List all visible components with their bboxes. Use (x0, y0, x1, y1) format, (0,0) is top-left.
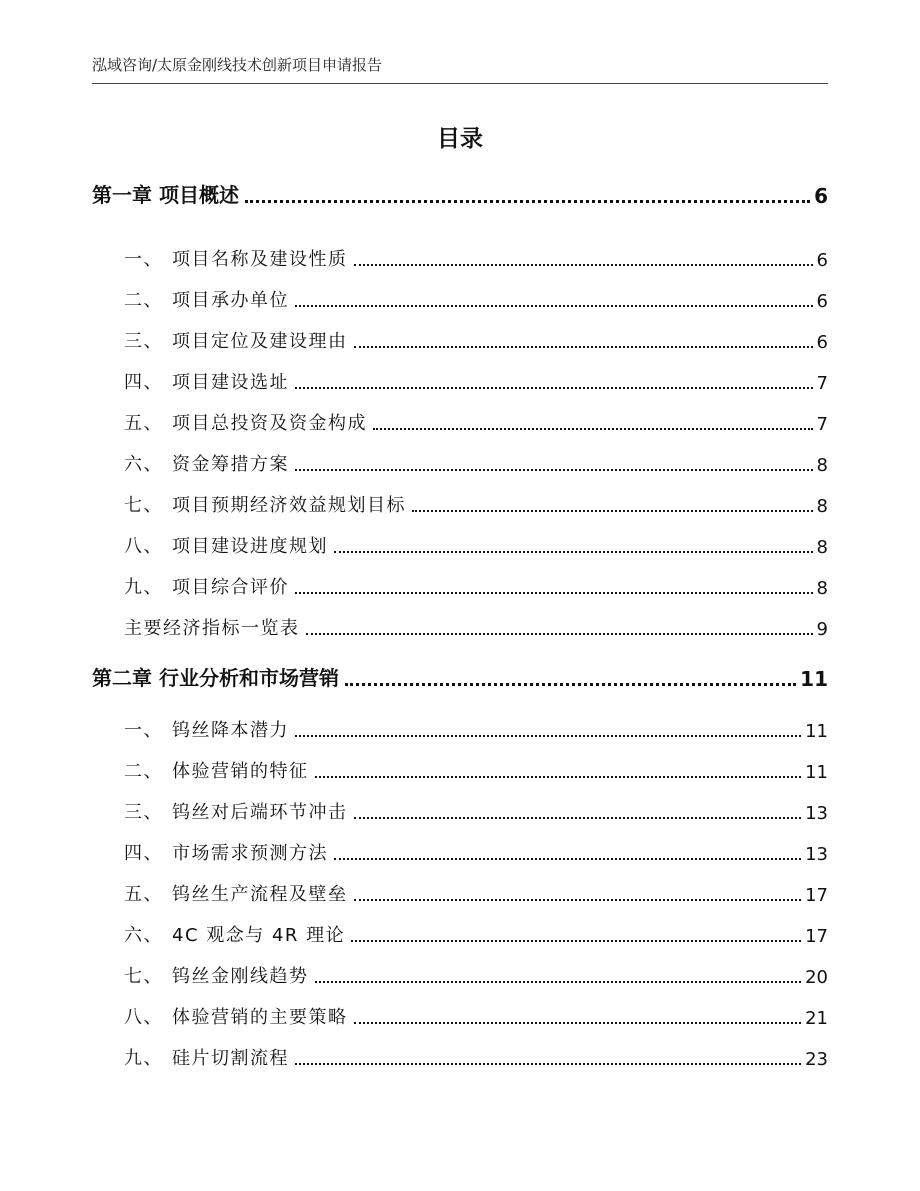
dot-leader (354, 1022, 802, 1024)
dot-leader (315, 776, 802, 778)
toc-entry-title: 钨丝降本潜力 (172, 720, 289, 741)
toc-entry-page: 7 (816, 414, 828, 435)
toc-section-entry[interactable] (124, 366, 828, 394)
toc-entry-title: 项目承办单位 (172, 290, 289, 311)
toc-entry-number: 九、 (124, 577, 163, 598)
toc-entry-page: 6 (816, 250, 828, 271)
toc-section-entry[interactable] (124, 571, 828, 599)
toc-entry-number: 七、 (124, 966, 163, 987)
dot-leader (295, 1063, 801, 1065)
dot-leader (295, 305, 813, 307)
dot-leader (373, 428, 813, 430)
toc-entry-page: 21 (805, 1008, 828, 1029)
toc-entry-title: 第一章 项目概述 (92, 183, 239, 207)
toc-chapter-entry[interactable] (92, 180, 828, 208)
toc-entry-page: 11 (805, 721, 828, 742)
toc-entry-number: 五、 (124, 884, 163, 905)
toc-entry-page: 11 (805, 762, 828, 783)
toc-entry-title: 钨丝对后端环节冲击 (172, 802, 348, 823)
toc-entry-title: 体验营销的主要策略 (172, 1007, 348, 1028)
toc-entry-title: 资金筹措方案 (172, 454, 289, 475)
toc-entry-title: 钨丝金刚线趋势 (172, 966, 309, 987)
dot-leader (315, 981, 802, 983)
dot-leader (412, 510, 813, 512)
toc-entry-title: 项目综合评价 (172, 577, 289, 598)
toc-section-entry[interactable] (124, 1042, 828, 1070)
dot-leader (354, 346, 813, 348)
running-header: 泓域咨询/太原金刚线技术创新项目申请报告 (92, 56, 383, 74)
toc-section-entry[interactable] (124, 796, 828, 824)
dot-leader (354, 817, 802, 819)
header-divider (92, 83, 828, 84)
toc-section-entry[interactable] (124, 960, 828, 988)
toc-section-entry[interactable] (124, 612, 828, 640)
toc-entry-number: 二、 (124, 761, 163, 782)
toc-entry-page: 13 (805, 803, 828, 824)
toc-entry-title: 项目建设选址 (172, 372, 289, 393)
toc-entry-number: 一、 (124, 720, 163, 741)
toc-entry-page: 20 (805, 967, 828, 988)
toc-entry-page: 8 (816, 496, 828, 517)
toc-entry-number: 六、 (124, 454, 163, 475)
toc-title: 目录 (437, 126, 483, 152)
toc-entry-number: 三、 (124, 331, 163, 352)
dot-leader (306, 633, 813, 635)
dot-leader (354, 264, 813, 266)
toc-entry-title: 项目总投资及资金构成 (172, 413, 367, 434)
toc-entry-title: 第二章 行业分析和市场营销 (92, 666, 339, 690)
toc-entry-number: 五、 (124, 413, 163, 434)
toc-section-entry[interactable] (124, 919, 828, 947)
toc-entry-title: 硅片切割流程 (172, 1048, 289, 1069)
toc-entry-page: 17 (805, 885, 828, 906)
dot-leader (351, 940, 801, 942)
toc-entry-number: 四、 (124, 372, 163, 393)
toc-entry-page: 6 (814, 184, 828, 208)
toc-entry-number: 八、 (124, 536, 163, 557)
dot-leader (295, 469, 813, 471)
dot-leader (295, 387, 813, 389)
toc-entry-title: 钨丝生产流程及壁垒 (172, 884, 348, 905)
toc-entry-title: 主要经济指标一览表 (124, 618, 300, 639)
toc-entry-page: 6 (816, 332, 828, 353)
toc-section-entry[interactable] (124, 243, 828, 271)
dot-leader (295, 592, 813, 594)
toc-entry-page: 8 (816, 455, 828, 476)
toc-section-entry[interactable] (124, 755, 828, 783)
dot-leader (245, 200, 810, 203)
toc-section-entry[interactable] (124, 489, 828, 517)
dot-leader (295, 735, 801, 737)
toc-section-entry[interactable] (124, 325, 828, 353)
toc-entry-page: 8 (816, 537, 828, 558)
dot-leader (334, 858, 801, 860)
toc-section-entry[interactable] (124, 284, 828, 312)
toc-section-entry[interactable] (124, 407, 828, 435)
toc-section-entry[interactable] (124, 530, 828, 558)
toc-entry-number: 四、 (124, 843, 163, 864)
toc-section-entry[interactable] (124, 714, 828, 742)
toc-entry-number: 一、 (124, 249, 163, 270)
toc-entry-page: 11 (800, 667, 828, 691)
toc-section-entry[interactable] (124, 448, 828, 476)
toc-section-entry[interactable] (124, 878, 828, 906)
toc-entry-page: 7 (816, 373, 828, 394)
toc-entry-number: 八、 (124, 1007, 163, 1028)
toc-section-entry[interactable] (124, 1001, 828, 1029)
toc-entry-page: 9 (816, 619, 828, 640)
dot-leader (334, 551, 813, 553)
toc-entry-title: 市场需求预测方法 (172, 843, 328, 864)
toc-entry-number: 六、 (124, 925, 163, 946)
dot-leader (345, 683, 796, 686)
toc-entry-page: 6 (816, 291, 828, 312)
toc-entry-number: 七、 (124, 495, 163, 516)
toc-entry-title: 项目定位及建设理由 (172, 331, 348, 352)
toc-entry-page: 23 (805, 1049, 828, 1070)
toc-section-entry[interactable] (124, 837, 828, 865)
dot-leader (354, 899, 802, 901)
toc-entry-title: 项目预期经济效益规划目标 (172, 495, 406, 516)
toc-entry-title: 4C 观念与 4R 理论 (172, 925, 346, 946)
toc-entry-page: 8 (816, 578, 828, 599)
toc-entry-page: 17 (805, 926, 828, 947)
toc-entry-page: 13 (805, 844, 828, 865)
toc-entry-title: 项目名称及建设性质 (172, 249, 348, 270)
toc-entry-number: 二、 (124, 290, 163, 311)
toc-entry-title: 体验营销的特征 (172, 761, 309, 782)
toc-entry-number: 九、 (124, 1048, 163, 1069)
toc-entry-number: 三、 (124, 802, 163, 823)
toc-entry-title: 项目建设进度规划 (172, 536, 328, 557)
toc-chapter-entry[interactable] (92, 663, 828, 691)
